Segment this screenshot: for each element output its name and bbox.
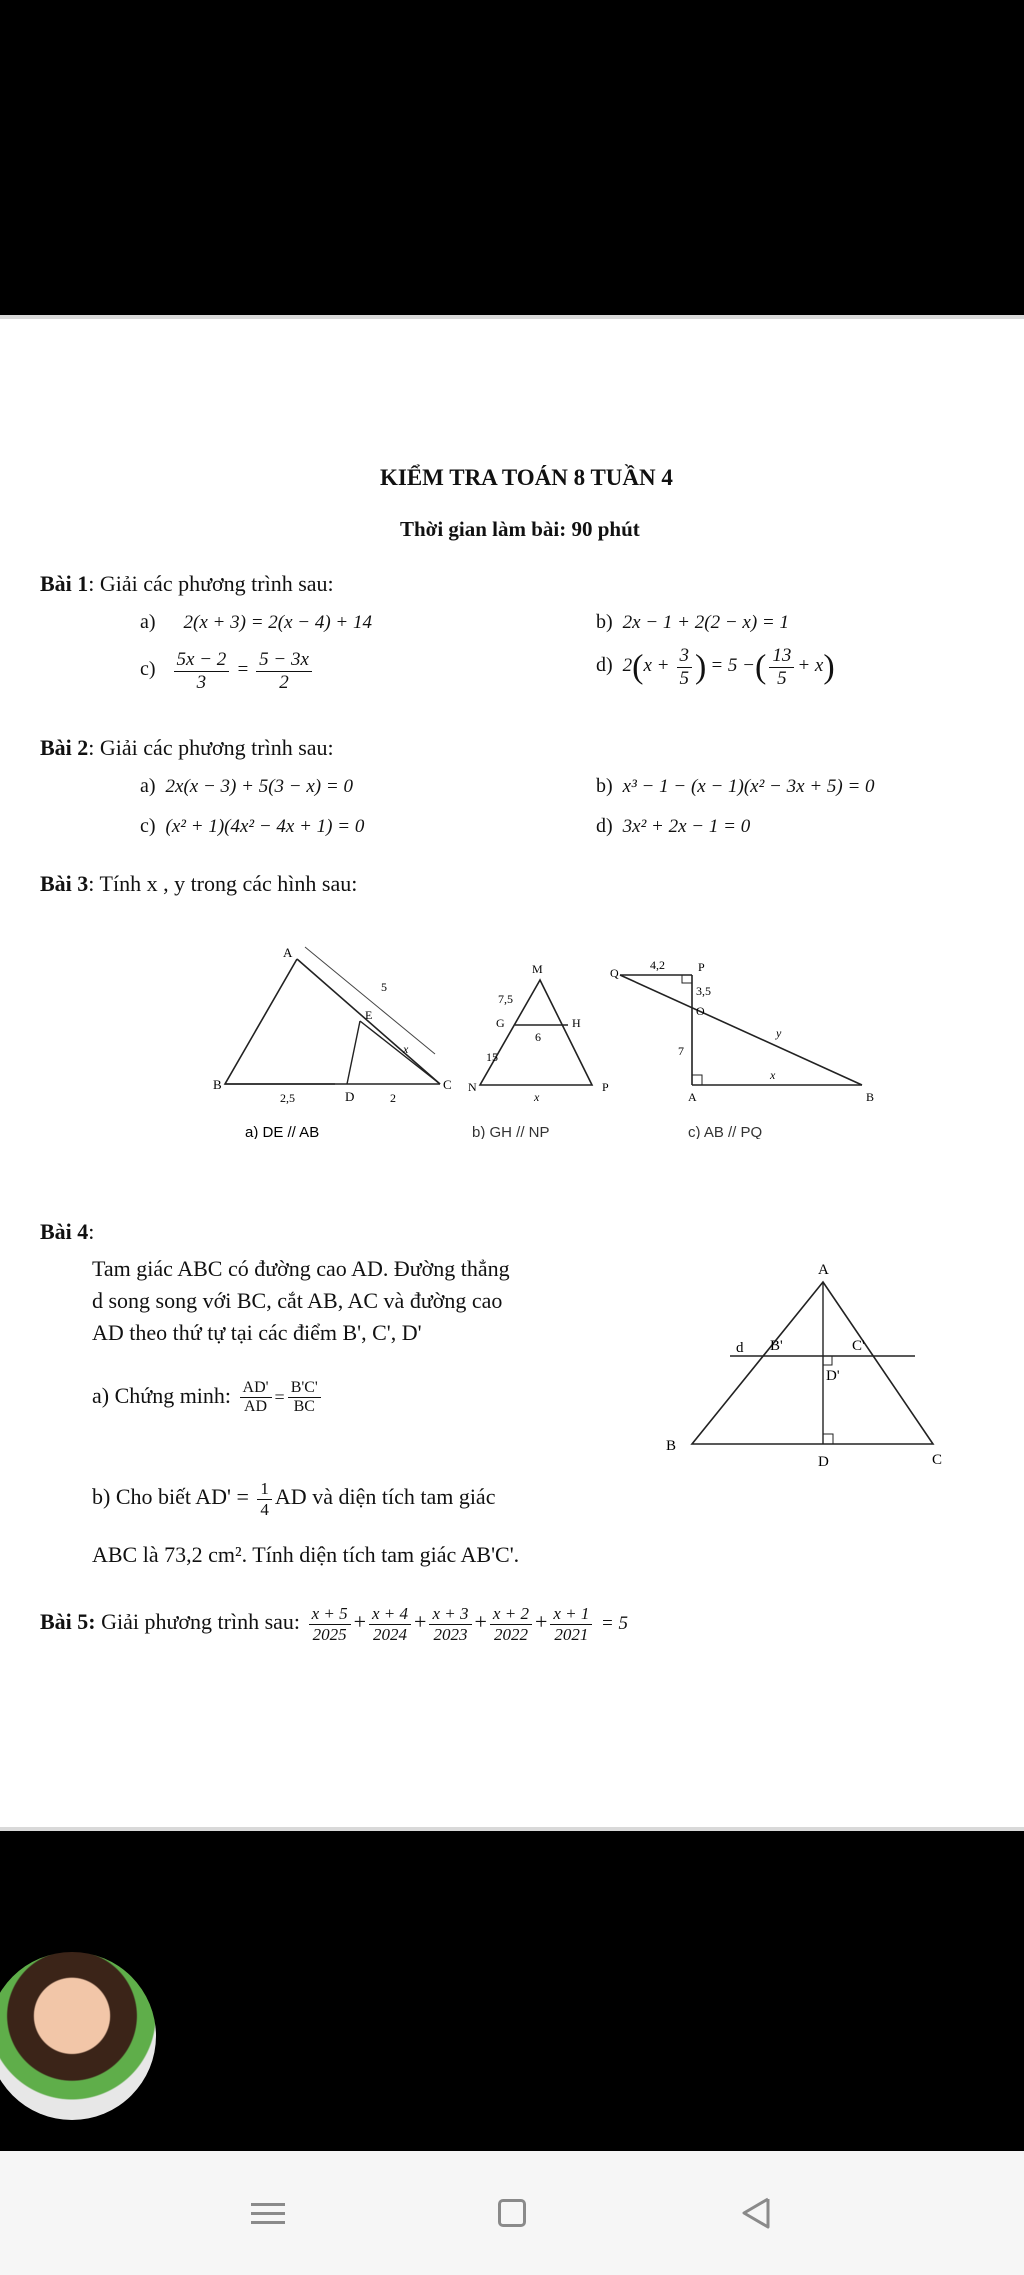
bai1-d-label: d) (596, 654, 613, 677)
bai1-c (140, 649, 315, 694)
bai4-label: Bài 4 (40, 1219, 89, 1244)
bai1-a (140, 611, 372, 634)
bai4-b-line2: ABC là 73,2 cm². Tính diện tích tam giác AB'C'. (92, 1542, 520, 1567)
fig-b-len-6: 6 (535, 1030, 541, 1044)
bai5-equation (306, 1604, 596, 1644)
bai1-heading (40, 571, 334, 597)
bai4-colon: : (88, 1219, 95, 1244)
bai1-d-end: + x (797, 655, 824, 677)
fig-b-len-15: 15 (486, 1050, 498, 1064)
bai4-fig-label-D: D (818, 1454, 829, 1470)
bai5-text: Giải phương trình sau: (95, 1609, 301, 1635)
page-subtitle: Thời gian làm bài: 90 phút (400, 517, 640, 541)
figure-c (610, 955, 890, 1139)
page-title: KIỂM TRA TOÁN 8 TUẦN 4 (380, 465, 673, 490)
fig-c-len-y: y (776, 1026, 782, 1040)
bai5-fraction: $\frac{x + 5}{2025}$ (309, 1604, 351, 1644)
bai5-label: Bài 5: (40, 1609, 96, 1635)
bai4-part-b (92, 1479, 495, 1519)
bai5-plus: + (353, 1609, 367, 1635)
bai2-a-label: a) (140, 775, 156, 797)
bai5-plus: + (474, 1609, 487, 1635)
bai4-a-text: a) Chứng minh: (92, 1382, 232, 1408)
fig-c-len-3-5: 3,5 (696, 984, 711, 998)
fig-b-label-H: H (572, 1016, 581, 1030)
fig-a-len-5: 5 (381, 980, 387, 994)
bai2-c (140, 815, 364, 838)
bai4-line2: d song song với BC, cắt AB, AC và đường cao (92, 1288, 503, 1313)
bai1-c-frac1: $\frac{5x - 2}{3}$ (174, 649, 230, 694)
bai2-b-label: b) (596, 775, 613, 797)
bai1-c-frac2: $\frac{5 - 3x}{2}$ (256, 649, 312, 694)
bai5-fraction: $\frac{x + 3}{2023}$ (429, 1604, 471, 1644)
fig-a-len-2-5: 2,5 (280, 1091, 295, 1105)
fig-a-label-B: B (213, 1077, 222, 1092)
bai3-heading (40, 871, 357, 897)
fig-b-len-7-5: 7,5 (498, 992, 513, 1006)
menu-icon[interactable] (228, 2181, 308, 2245)
bai5-fraction: $\frac{x + 1}{2021}$ (550, 1604, 592, 1644)
bai4-fig-label-C-prime: C' (852, 1338, 865, 1354)
bai2-d (596, 815, 750, 838)
bai4-fig-label-C: C (932, 1452, 943, 1468)
bai2-label: Bài 2 (40, 735, 89, 760)
bai4-a-frac2: $\frac{B'C'}{BC}$ (288, 1379, 321, 1417)
bai1-a-equation: 2(x + 3) = 2(x − 4) + 14 (183, 612, 373, 633)
bai4-a-frac1: $\frac{AD'}{AD}$ (240, 1379, 272, 1417)
home-icon[interactable] (472, 2181, 552, 2245)
bai2-b (596, 775, 875, 798)
bai2-a (140, 775, 353, 798)
bai4-b-frac: $\frac{1}{4}$ (257, 1479, 272, 1519)
bai1-d-middle: = 5 − (710, 655, 755, 677)
android-navigation-bar (0, 2151, 1024, 2275)
bai1-d-frac2: $\frac{13}{5}$ (769, 645, 794, 690)
bai1-d-coef: 2 (622, 655, 633, 677)
fig-a-len-2: 2 (390, 1091, 396, 1105)
figure-b (460, 955, 635, 1139)
bai1-c-equals: = (236, 659, 250, 681)
bai4-a-equals: = (274, 1386, 285, 1407)
bai3-label: Bài 3 (40, 871, 89, 896)
fig-a-len-x: x (403, 1042, 409, 1056)
bai4-b-rest: AD và diện tích tam giác (274, 1484, 496, 1510)
bottom-black-area (0, 1831, 1024, 2151)
fig-b-label-N: N (468, 1080, 477, 1094)
bai5-plus: + (414, 1609, 427, 1635)
bai2-text: : Giải các phương trình sau: (88, 735, 334, 760)
fig-a-label-C: C (443, 1077, 452, 1092)
bai1-b (596, 611, 789, 634)
bai1-a-label: a) (140, 611, 156, 633)
fig-a-label-A: A (283, 945, 293, 960)
fig-b-label-P: P (602, 1080, 609, 1094)
fig-a-label-D: D (345, 1089, 355, 1104)
fig-c-label-B: B (866, 1090, 875, 1104)
fig-a-caption: a) DE // AB (245, 1124, 320, 1139)
fig-c-len-7: 7 (678, 1044, 684, 1058)
figure-bai4 (660, 1254, 960, 1494)
bai1-text: : Giải các phương trình sau: (88, 571, 334, 596)
fig-c-len-4-2: 4,2 (650, 958, 665, 972)
bai1-label: Bài 1 (40, 571, 89, 596)
bai2-c-equation: (x² + 1)(4x² − 4x + 1) = 0 (165, 816, 365, 837)
bai4-part-a (92, 1379, 324, 1417)
fig-c-len-x: x (770, 1068, 776, 1082)
fig-c-label-P: P (698, 960, 705, 974)
bai1-b-label: b) (596, 611, 613, 633)
fig-c-label-O: O (696, 1004, 705, 1018)
bai1-b-equation: 2x − 1 + 2(2 − x) = 1 (622, 612, 789, 633)
fig-b-len-x: x (534, 1090, 540, 1104)
bai4-fig-label-B: B (666, 1438, 677, 1454)
worksheet-page (0, 315, 1024, 1831)
bai4-fig-label-d: d (736, 1340, 744, 1356)
bai4-heading (40, 1219, 94, 1245)
bai5-line (40, 1604, 628, 1644)
bai3-text: : Tính x , y trong các hình sau: (88, 871, 358, 896)
bai1-d-frac1: $\frac{3}{5}$ (677, 645, 693, 690)
bai5-fraction: $\frac{x + 4}{2024}$ (369, 1604, 411, 1644)
bai2-heading (40, 735, 334, 761)
bai4-line1: Tam giác ABC có đường cao AD. Đường thẳng (92, 1256, 510, 1281)
bai4-b-text: b) Cho biết AD' = (92, 1484, 249, 1510)
bai4-fig-label-A: A (818, 1262, 829, 1278)
bai2-b-equation: x³ − 1 − (x − 1)(x² − 3x + 5) = 0 (622, 776, 875, 797)
bai2-c-label: c) (140, 815, 156, 837)
bai4-fig-label-D-prime: D' (826, 1368, 840, 1384)
bai1-d: d) 2(x + $\frac{3}{5}$ ) = 5 −( $\frac{13}{5}$ + x) (596, 645, 835, 689)
bai2-d-label: d) (596, 815, 613, 837)
fig-b-label-G: G (496, 1016, 505, 1030)
bai1-d-term: x + (643, 655, 670, 677)
bai1-c-label: c) (140, 658, 156, 681)
bai2-a-equation: 2x(x − 3) + 5(3 − x) = 0 (165, 776, 353, 797)
bai4-line3: AD theo thứ tự tại các điểm B', C', D' (92, 1320, 422, 1345)
fig-c-label-A: A (688, 1090, 697, 1104)
fig-b-label-M: M (532, 962, 543, 976)
bai4-fig-label-B-prime: B' (770, 1338, 783, 1354)
bai5-plus: + (534, 1609, 548, 1635)
bai5-fraction: $\frac{x + 2}{2022}$ (490, 1604, 532, 1644)
fig-a-label-E: E (365, 1008, 373, 1022)
fig-c-caption: c) AB // PQ (688, 1124, 763, 1139)
bai5-rhs: = 5 (600, 1613, 628, 1635)
top-black-area (0, 0, 1024, 315)
bai2-d-equation: 3x² + 2x − 1 = 0 (622, 816, 751, 837)
fig-c-label-Q: Q (610, 966, 619, 980)
back-icon[interactable] (716, 2181, 796, 2245)
fig-b-caption: b) GH // NP (472, 1124, 550, 1139)
figure-a (205, 939, 465, 1139)
